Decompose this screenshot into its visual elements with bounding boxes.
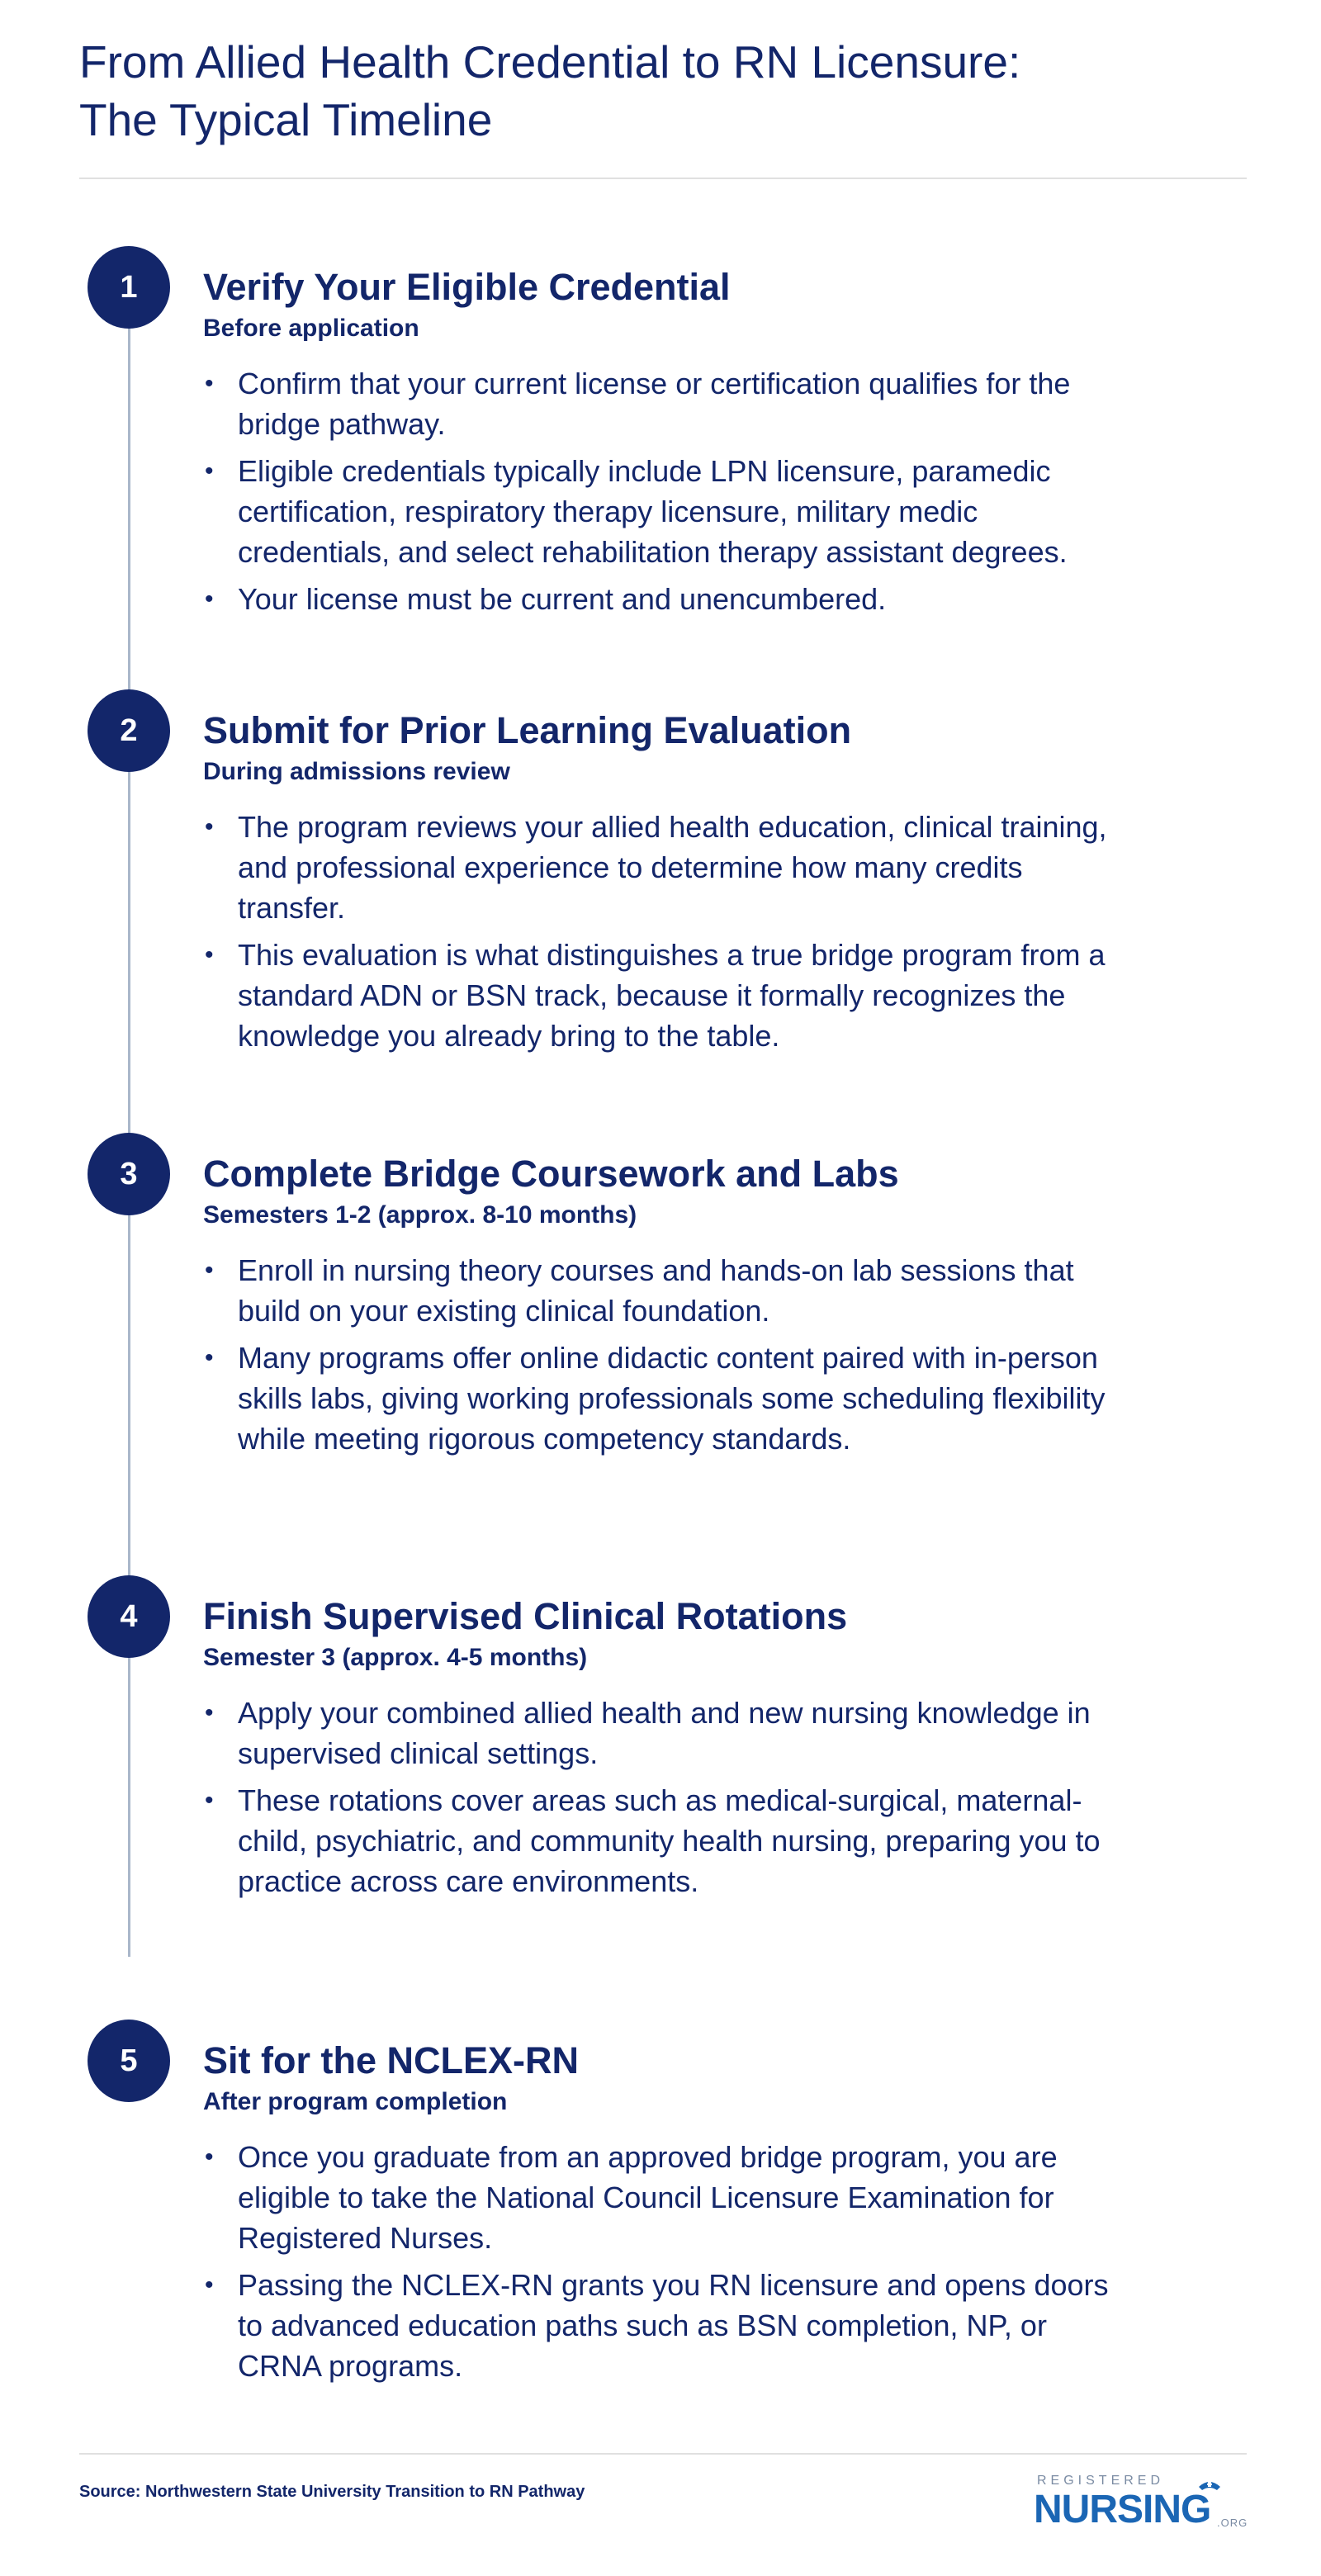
step-bullet: • This evaluation is what distinguishes a true bridge program from a standard ADN or BSN track, because it formally recognizes the knowledge you already bring to the table. (203, 935, 1111, 1056)
step-bullet-list (203, 807, 1111, 1056)
step-bullet: • Eligible credentials typically include LPN licensure, paramedic certification, respiratory therapy licensure, military medic credentials, and select rehabilitation therapy assistant degrees. (203, 451, 1111, 572)
step-timing: After program completion (203, 2088, 508, 2115)
step-bullet-list (203, 363, 1111, 619)
step-title: Complete Bridge Coursework and Labs (203, 1153, 899, 1195)
step-content (203, 708, 1111, 1063)
step-bullet: • The program reviews your allied health education, clinical training, and professional experience to determine how many credits transfer. (203, 807, 1111, 928)
step-title: Verify Your Eligible Credential (203, 266, 731, 308)
step-timing: During admissions review (203, 758, 510, 785)
registered-nursing-logo (1034, 2469, 1248, 2543)
footer-divider (79, 2453, 1247, 2455)
title-line-1: From Allied Health Credential to RN Licensure: (79, 36, 1021, 88)
step-bullet: • Your license must be current and unencumbered. (203, 579, 1111, 619)
step-timing: Before application (203, 315, 419, 342)
step-bullet: • Apply your combined allied health and new nursing knowledge in supervised clinical settings. (203, 1693, 1111, 1773)
step-bullet: • These rotations cover areas such as medical-surgical, maternal-child, psychiatric, and community health nursing, preparing you to practice across care environments. (203, 1780, 1111, 1901)
step-bullet: • Many programs offer online didactic content paired with in-person skills labs, giving working professionals some scheduling flexibility while meeting rigorous competency standards. (203, 1338, 1111, 1459)
logo-nursing-text: NURSING (1034, 2488, 1211, 2531)
logo-registered-text: REGISTERED (1037, 2474, 1165, 2488)
source-citation: Source: Northwestern State University Transition to RN Pathway (79, 2483, 585, 2501)
step-bullet-list (203, 1693, 1111, 1901)
step-title: Sit for the NCLEX-RN (203, 2039, 579, 2081)
step-number-badge: 4 (88, 1575, 170, 1658)
step-timing: Semester 3 (approx. 4-5 months) (203, 1644, 588, 1671)
step-number-badge: 1 (88, 246, 170, 329)
step-timing: Semesters 1-2 (approx. 8-10 months) (203, 1201, 637, 1229)
step-bullet: • Passing the NCLEX-RN grants you RN licensure and opens doors to advanced education paths such as BSN completion, NP, or CRNA programs. (203, 2265, 1111, 2386)
step-title: Finish Supervised Clinical Rotations (203, 1595, 848, 1637)
step-content (203, 1151, 1111, 1466)
step-content (203, 1593, 1111, 1908)
step-content (203, 264, 1111, 626)
title-line-2: The Typical Timeline (79, 94, 493, 145)
step-bullet: • Once you graduate from an approved bridge program, you are eligible to take the National Council Licensure Examination for Registered Nurses. (203, 2137, 1111, 2258)
step-bullet-list (203, 1250, 1111, 1459)
step-number-badge: 2 (88, 689, 170, 772)
step-bullet: • Confirm that your current license or certification qualifies for the bridge pathway. (203, 363, 1111, 444)
step-bullet: • Enroll in nursing theory courses and hands-on lab sessions that build on your existing clinical foundation. (203, 1250, 1111, 1331)
page-title (79, 33, 1153, 149)
logo-org-suffix: .ORG (1217, 2517, 1248, 2529)
step-bullet-list (203, 2137, 1111, 2386)
step-title: Submit for Prior Learning Evaluation (203, 709, 852, 751)
step-number-badge: 3 (88, 1133, 170, 1215)
step-content (203, 2038, 1111, 2393)
timeline-connector (128, 289, 130, 1957)
step-number-badge: 5 (88, 2020, 170, 2102)
header-divider (79, 178, 1247, 179)
